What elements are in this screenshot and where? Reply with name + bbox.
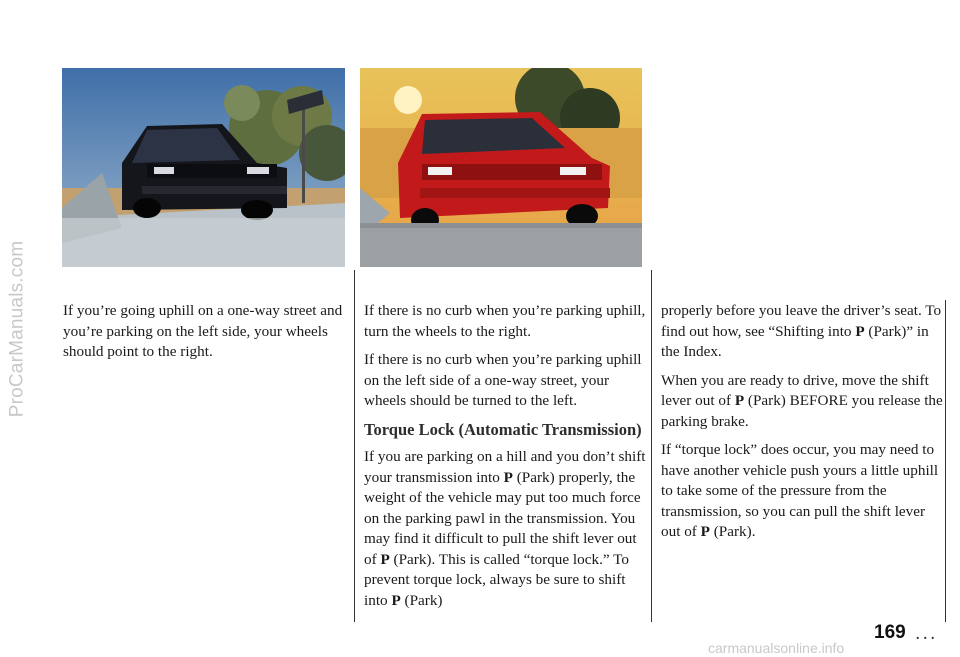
paragraph-no-curb-uphill: If there is no curb when you’re parking uphill, turn the wheels to the right.	[364, 302, 646, 340]
column-divider-2	[651, 270, 652, 622]
paragraph-torque-lock-occurs: If “torque lock” does occur, you may need to have another vehicle push yours a little uphill to take some of the pressure from the transmission, so you can pull the shift lever out of P (Park).	[661, 441, 939, 540]
text-column-3	[661, 301, 943, 551]
photo-car-uphill-one-way	[62, 68, 345, 267]
footer-watermark: carmanualsonline.info	[708, 640, 845, 656]
text-column-2	[364, 301, 649, 619]
side-watermark-text: ProCarManuals.com	[6, 240, 28, 417]
text-column-1	[63, 301, 349, 371]
section-heading-torque-lock: Torque Lock (Automatic Transmission)	[364, 419, 642, 439]
page-number-dots: ...	[916, 628, 939, 643]
paragraph-ready-to-drive: When you are ready to drive, move the shift lever out of P (Park) BEFORE you release the parking brake.	[661, 371, 943, 430]
page-number: 169	[874, 622, 906, 643]
column-divider-3	[945, 300, 946, 622]
paragraph-torque-lock: If you are parking on a hill and you don’t shift your transmission into P (Park) properly, the weight of the vehicle may put too much force on the parking pawl in the transmission. You may find it difficult to pull the shift lever out of P (Park). This is called “torque lock.” To prevent torque lock, always be sure to shift into P (Park)	[364, 448, 646, 609]
photo-red-car-uphill-no-curb	[360, 68, 642, 267]
paragraph-no-curb-one-way: If there is no curb when you’re parking uphill on the left side of a one-way street, your wheels should be turned to the left.	[364, 351, 642, 409]
paragraph-leave-seat: properly before you leave the driver’s seat. To find out how, see “Shifting into P (Park)” in the Index.	[661, 302, 942, 360]
red-car-illustration	[360, 68, 642, 267]
column-divider-1	[354, 270, 355, 622]
paragraph-uphill-one-way: If you’re going uphill on a one-way street and you’re parking on the left side, your wheels should point to the right.	[63, 302, 343, 360]
car-uphill-illustration	[62, 68, 345, 267]
side-watermark	[4, 0, 30, 657]
